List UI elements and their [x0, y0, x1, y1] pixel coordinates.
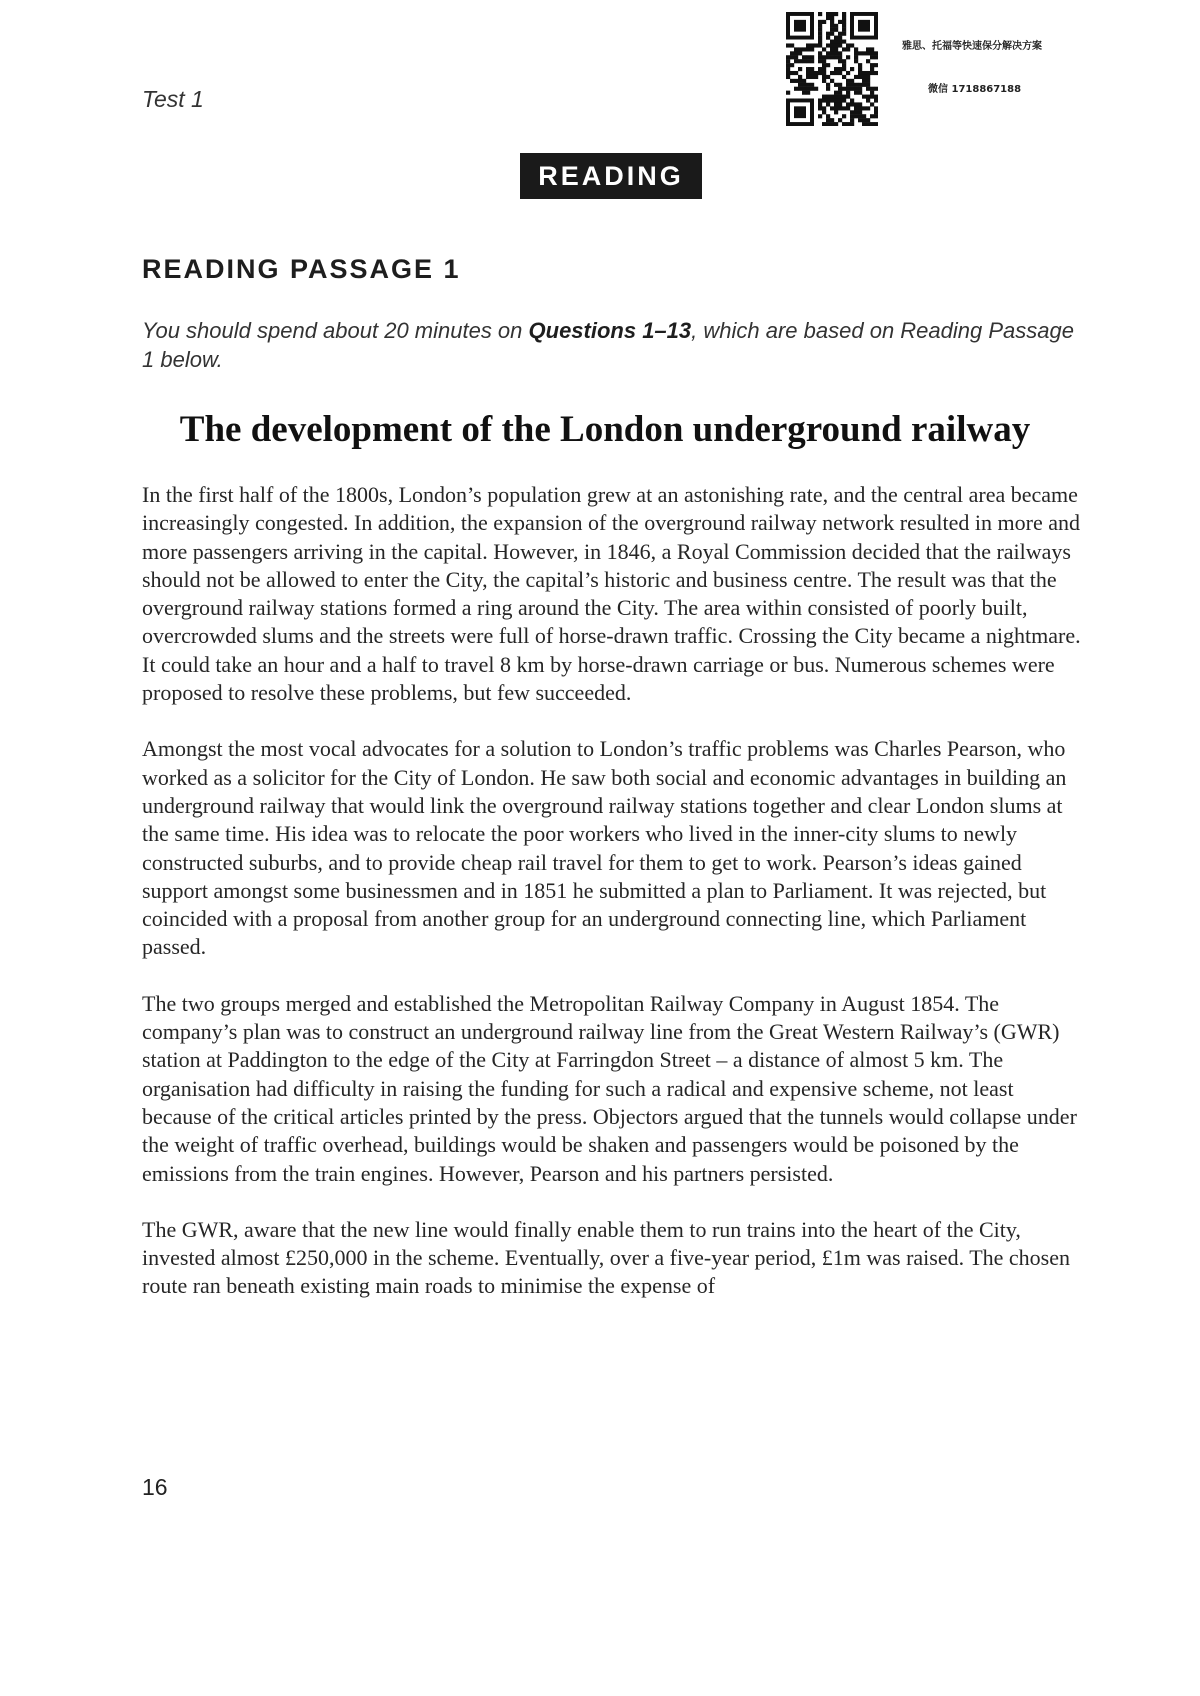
paragraph: Amongst the most vocal advocates for a solution to London’s traffic problems was Charles Pearson, who worked as a solicitor for the City of London. He saw both social and economic advantages in building an underground railway that would link the overground railway stations together and clear London slums at the same time. His idea was to relocate the poor workers who lived in the inner-city slums to newly constructed suburbs, and to provide cheap rail travel for them to get to work. Pearson’s ideas gained support amongst some businessmen and in 1851 he submitted a plan to Parliament. It was rejected, but coincided with a proposal from another group for an underground connecting line, which Parliament passed.	[142, 736, 1067, 960]
promo-text: 雅思、托福等快速保分解决方案	[902, 41, 1042, 52]
instruction-questions: Questions 1–13	[528, 318, 692, 343]
passage-body	[142, 481, 1082, 1329]
instruction-suffix: , which are based on Reading Passage 1 below.	[142, 318, 1074, 372]
instruction	[142, 316, 1082, 374]
paragraph: The GWR, aware that the new line would finally enable them to run trains into the heart of the City, invested almost £250,000 in the scheme. Eventually, over a five-year period, £1m was raised. The chosen route ran beneath existing main roads to minimise the expense of	[142, 1216, 1071, 1299]
wechat-contact: 微信 1718867188	[928, 84, 1022, 95]
page-number: 16	[142, 1474, 168, 1500]
paragraph: The two groups merged and established the Metropolitan Railway Company in August 1854. The company’s plan was to construct an underground railway line from the Great Western Railway’s (GWR) station at Paddington to the edge of the City at Farringdon Street – a distance of almost 5 km. The organisation had difficulty in raising the funding for such a radical and expensive scheme, not least because of the critical articles printed by the press. Objectors argued that the tunnels would collapse under the weight of traffic overhead, buildings would be shaken and passengers would be poisoned by the emissions from the train engines. However, Pearson and his partners persisted.	[142, 990, 1077, 1186]
paragraph: In the first half of the 1800s, London’s population grew at an astonishing rate, and the central area became increasingly congested. In addition, the expansion of the overground railway network resulted in more and more passengers arriving in the capital. However, in 1846, a Royal Commission decided that the railways should not be allowed to enter the City, the capital’s historic and business centre. The result was that the overground railway stations formed a ring around the City. The area within consisted of poorly built, overcrowded slums and the streets were full of horse-drawn traffic. Crossing the City became a nightmare. It could take an hour and a half to travel 8 km by horse-drawn carriage or bus. Numerous schemes were proposed to resolve these problems, but few succeeded.	[142, 482, 1081, 706]
section-banner: READING	[520, 153, 702, 199]
running-head: Test 1	[142, 86, 204, 112]
article-title: The development of the London underground railway	[179, 409, 1031, 450]
passage-heading: READING PASSAGE 1	[142, 254, 461, 284]
qr-code-icon	[786, 12, 878, 126]
instruction-prefix: You should spend about 20 minutes on	[142, 318, 529, 343]
